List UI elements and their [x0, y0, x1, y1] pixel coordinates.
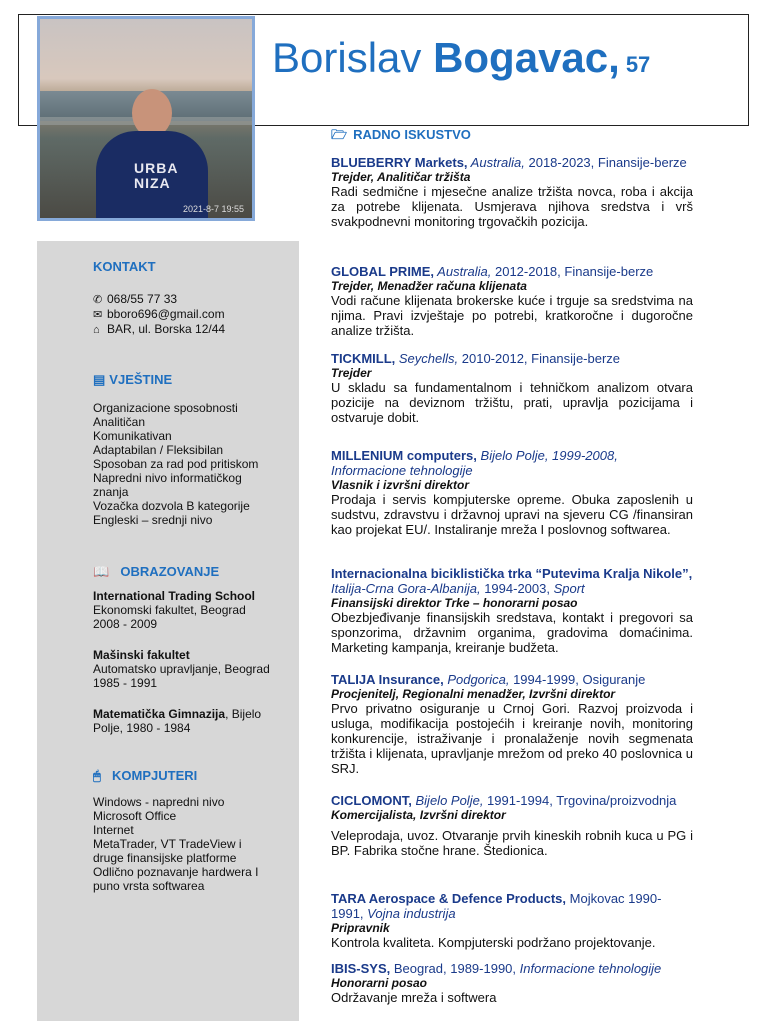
job-place: Bijelo Polje,	[411, 793, 484, 808]
job-position: Trejder	[331, 366, 372, 380]
computers-title	[93, 768, 197, 784]
experience-title-text: RADNO ISKUSTVO	[353, 127, 471, 142]
skill-item: Komunikativan	[93, 429, 172, 443]
job-meta: 1994-1999, Osiguranje	[509, 672, 646, 687]
job-position: Trejder, Menadžer računa klijenata	[331, 279, 527, 293]
job-entry	[331, 448, 693, 537]
job-description: Prodaja i servis kompjuterske opreme. Obuka zaposlenih u sudstvu, zdravstvu i državnoj upravi na sjeveru CG /finansiran kao projekat EU/. Instaliranje mreža I poslovnog softwarea.	[331, 492, 693, 537]
job-company: IBIS-SYS,	[331, 961, 391, 976]
edu-line: Automatsko upravljanje, Beograd	[93, 662, 270, 676]
computer-item: Windows - napredni nivo	[93, 795, 225, 809]
job-position: Honorarni posao	[331, 976, 428, 990]
photo-timestamp: 2021-8-7 19:55	[182, 204, 244, 214]
mouse-icon: 🖱	[93, 768, 101, 783]
education-title-text: OBRAZOVANJE	[120, 564, 220, 579]
address-value: BAR, ul. Borska 12/44	[107, 322, 226, 336]
job-description: Vodi račune klijenata brokerske kuće i trguje sa sredstvima na njima. Pravi izvještaje po potrebi, kratkoročne i dugoročne analize tržišta.	[331, 293, 693, 338]
age: 57	[625, 52, 651, 77]
job-entry	[331, 351, 693, 425]
job-industry: Vojna industrija	[363, 906, 456, 921]
job-entry	[331, 566, 693, 655]
job-meta: Mojkovac 1990-1991,	[331, 891, 662, 921]
job-meta: 2010-2012, Finansije-berze	[458, 351, 621, 366]
job-place: Podgorica,	[443, 672, 510, 687]
job-company: MILLENIUM computers,	[331, 448, 477, 463]
job-place: Australia,	[434, 264, 492, 279]
job-company: TARA Aerospace & Defence Products,	[331, 891, 567, 906]
edu-line: Ekonomski fakultet, Beograd	[93, 603, 246, 617]
job-description: Veleprodaja, uvoz. Otvaranje prvih kineskih robnih kuca u PG i BP. Fabrika stočne hrane. Štedionica.	[331, 828, 693, 858]
skill-item: Organizacione sposobnosti	[93, 401, 238, 415]
contact-email	[93, 308, 225, 322]
job-meta: 1991-1994, Trgovina/proizvodnja	[483, 793, 677, 808]
edu-line: 2008 - 2009	[93, 617, 158, 631]
job-position: Finansijski direktor Trke – honorarni posao	[331, 596, 578, 610]
phone-value: 068/55 77 33	[107, 292, 178, 306]
skill-item: Sposoban za rad pod pritiskom	[93, 457, 259, 471]
computer-item: druge finansijske platforme	[93, 851, 237, 865]
edu-line: Polje, 1980 - 1984	[93, 721, 191, 735]
profile-photo	[37, 16, 255, 221]
skill-item: Napredni nivo informatičkog	[93, 471, 242, 485]
edu-title-1: International Trading School	[93, 589, 256, 603]
education-title	[93, 564, 219, 580]
job-description: Kontrola kvaliteta. Kompjuterski podržano projektovanje.	[331, 935, 656, 950]
person-figure	[90, 89, 210, 221]
job-company: TALIJA Insurance,	[331, 672, 444, 687]
job-industry: Informacione tehnologije	[516, 961, 662, 976]
skill-item: Adaptabilan / Fleksibilan	[93, 443, 224, 457]
job-place: Australia,	[467, 155, 525, 170]
edu-title-3	[93, 708, 261, 721]
contact-title: KONTAKT	[93, 259, 156, 274]
job-place: Bijelo Polje, 1999-2008,	[476, 448, 618, 463]
phone-icon: ✆	[93, 294, 103, 306]
computer-item: MetaTrader, VT TradeView i	[93, 837, 242, 851]
job-company: TICKMILL,	[331, 351, 396, 366]
email-value: bboro696@gmail.com	[107, 307, 225, 321]
computer-item: puno vrsta softwarea	[93, 879, 205, 893]
job-meta: 2018-2023, Finansije-berze	[524, 155, 687, 170]
folder-icon: 🗁	[331, 127, 348, 142]
job-description: Održavanje mreža i softwera	[331, 990, 497, 1005]
job-entry	[331, 672, 693, 776]
job-entry	[331, 264, 693, 338]
job-entry	[331, 155, 693, 229]
edu-place: , Bijelo	[225, 707, 262, 721]
edu-school: Matematička Gimnazija	[93, 707, 226, 721]
skills-title-text: VJEŠTINE	[109, 372, 173, 387]
book-icon: 📖	[93, 564, 110, 579]
skill-item: znanja	[93, 485, 129, 499]
job-meta: 2012-2018, Finansije-berze	[491, 264, 654, 279]
job-meta: 1994-2003,	[480, 581, 550, 596]
job-position: Trejder, Analitičar tržišta	[331, 170, 471, 184]
job-description: Prvo privatno osiguranje u Crnoj Gori. Razvoj proizvoda i usluga, modifikacija postojećih i kreiranje novih, monitoring konkurencije, istraživanje i pronalaženje novih segmenata tržišta i klijenata, upravljanje mrežom od preko 40 poslovnica u SRJ.	[331, 701, 693, 776]
job-position: Komercijalista, Izvršni direktor	[331, 808, 506, 822]
job-position: Vlasnik i izvršni direktor	[331, 478, 470, 492]
sidebar	[37, 241, 299, 1021]
contact-address	[93, 323, 225, 337]
edu-title-2: Mašinski fakultet	[93, 648, 190, 662]
computer-item: Microsoft Office	[93, 809, 177, 823]
job-description: U skladu sa fundamentalnom i tehničkom analizom otvara pozicije na deviznom tržištu, prati, upravlja pozicijama i ostvaruje dobit.	[331, 380, 693, 425]
job-company: CICLOMONT,	[331, 793, 412, 808]
job-description: Radi sedmične i mjesečne analize tržišta novca, roba i akcija za potrebe klijenata. Usmjerava njihova sredstva i vrš svakpodnevni monitoring trgovačkih pozicija.	[331, 184, 693, 229]
clipboard-icon: ▤	[93, 372, 106, 387]
home-icon: ⌂	[93, 324, 100, 336]
job-company: Internacionalna biciklistička trka “Putevima Kralja Nikole”,	[331, 566, 693, 581]
job-position: Pripravnik	[331, 921, 390, 935]
job-meta: Beograd, 1989-1990,	[390, 961, 517, 976]
skill-item: Analitičan	[93, 415, 146, 429]
edu-line: 1985 - 1991	[93, 676, 158, 690]
computer-item: Odlično poznavanje hardwera I	[93, 865, 259, 879]
shirt-text-1: URBA	[134, 160, 179, 176]
job-place: Italija-Crna Gora-Albanija,	[331, 581, 481, 596]
job-meta: Informacione tehnologije	[331, 463, 473, 478]
job-entry	[331, 891, 693, 950]
job-description: Obezbjeđivanje finansijskih sredstava, kontakt i pregovori sa sponzorima, državnim organima, gradovima domaćinima. Marketing kampanja, kreiranje budžeta.	[331, 610, 693, 655]
job-entry	[331, 961, 693, 1005]
experience-title	[331, 126, 471, 148]
skills-title	[93, 372, 172, 388]
job-position: Procjenitelj, Regionalni menadžer, Izvršni direktor	[331, 687, 616, 701]
skill-item: Engleski – srednji nivo	[93, 513, 213, 527]
job-company: BLUEBERRY Markets,	[331, 155, 468, 170]
computers-title-text: KOMPJUTERI	[112, 768, 198, 783]
contact-phone	[93, 293, 177, 307]
shirt-text-2: NIZA	[134, 175, 171, 191]
skill-item: Vozačka dozvola B kategorije	[93, 499, 250, 513]
last-name: Bogavac,	[433, 34, 620, 81]
full-name	[272, 34, 650, 82]
job-company: GLOBAL PRIME,	[331, 264, 435, 279]
envelope-icon: ✉	[93, 309, 103, 321]
job-industry: Sport	[549, 581, 585, 596]
job-entry	[331, 793, 693, 858]
job-place: Seychells,	[395, 351, 459, 366]
computer-item: Internet	[93, 823, 134, 837]
first-name: Borislav	[272, 34, 422, 81]
